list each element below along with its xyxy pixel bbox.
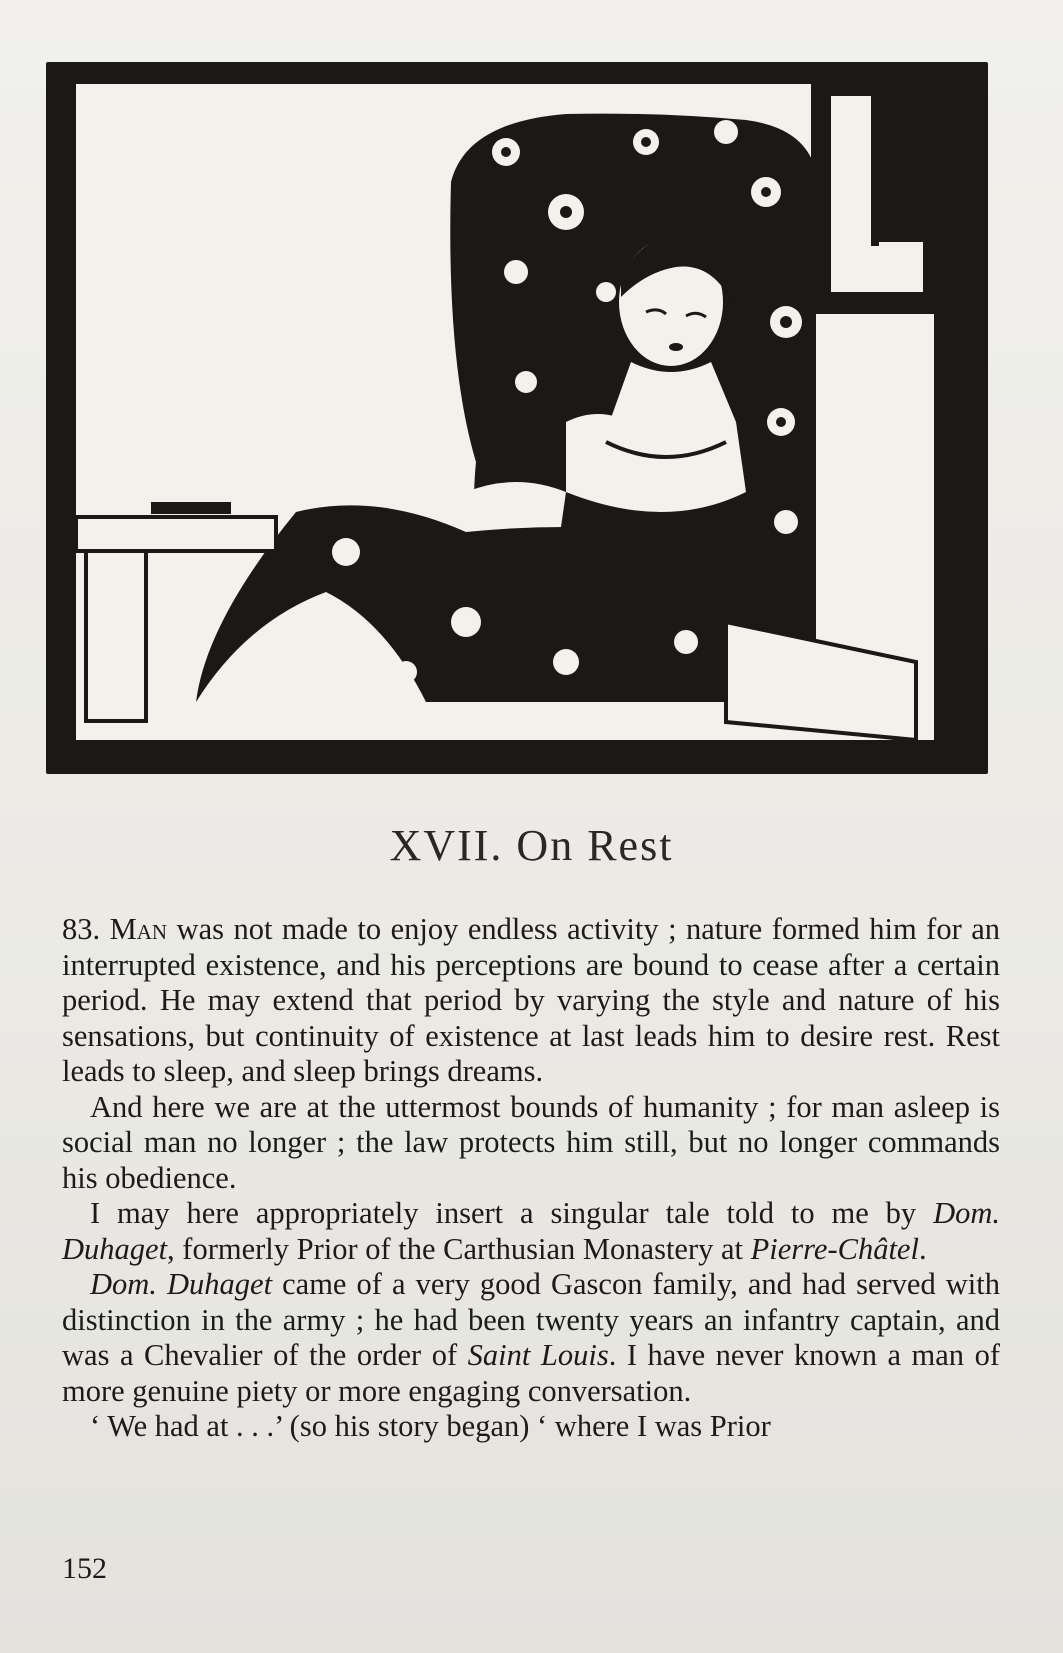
paragraph-number: 83. (62, 912, 101, 946)
woodcut-woman-resting-in-wing-chair-icon (46, 62, 988, 774)
order-name: Saint Louis (467, 1338, 609, 1372)
paragraph-1: 83. Man was not made to enjoy endless activity ; nature formed him for an interrupted existence, and his perceptions are bound to cease after a certain period. He may extend that period by varying the style and nature of his sensations, but continuity of existence at last leads him to desire rest. Rest leads to sleep, and sleep brings dreams. (62, 912, 1000, 1088)
person-name: Dom. Duhaget (62, 1196, 1000, 1266)
place-name: Pierre-Châtel (750, 1231, 919, 1266)
page-number: 152 (62, 1552, 107, 1585)
paragraph-2: And here we are at the uttermost bounds of humanity ; for man asleep is social man no longer ; the law protects him still, but no longer commands his obedience. (62, 1089, 1000, 1195)
person-name: Dom. Duhaget (90, 1267, 273, 1301)
body-text (62, 912, 1000, 1445)
paragraph-4: Dom. Duhaget came of a very good Gascon family, and had served with distinction in the army ; he had been twenty years an infantry captain, and was a Chevalier of the order of Saint Louis. I have never known a man of more genuine piety or more engaging conversation. (62, 1267, 1000, 1408)
paragraph-3: I may here appropriately insert a singular tale told to me by Dom. Duhaget, formerly Prior of the Carthusian Monastery at Pierre-Châtel. (62, 1196, 1000, 1266)
paragraph-5: ‘ We had at . . .’ (so his story began) ‘ where I was Prior (90, 1409, 771, 1443)
woodcut-illustration (46, 62, 988, 774)
chapter-title: XVII. On Rest (389, 821, 674, 870)
lead-word: Man (109, 912, 168, 946)
